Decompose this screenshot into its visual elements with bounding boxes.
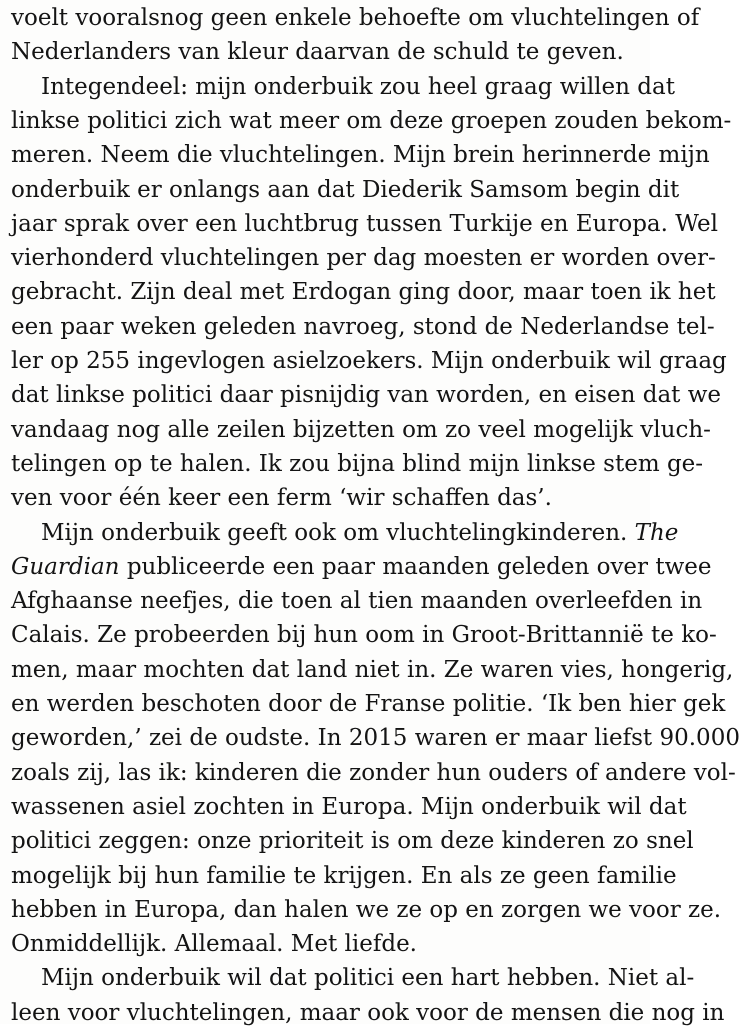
line-text: Mijn onderbuik wil dat politici een hart hebben. Niet al- <box>41 965 695 992</box>
line-text: wassenen asiel zochten in Europa. Mijn onderbuik wil dat <box>11 793 687 820</box>
line-text: Onmiddellijk. Allemaal. Met liefde. <box>11 931 417 958</box>
text-line <box>11 1 700 35</box>
text-line <box>41 70 675 104</box>
text-line <box>11 653 734 687</box>
line-text: geworden,’ zei de oudste. In 2015 waren er maar liefst 90.000 <box>11 725 740 752</box>
text-line <box>11 927 639 961</box>
text-line <box>41 516 679 550</box>
line-text: voelt vooralsnog geen enkele behoefte om vluchtelingen of <box>11 5 700 31</box>
line-text: vierhonderd vluchtelingen per dag moesten er worden over- <box>11 245 716 272</box>
line-text: dat linkse politici daar pisnijdig van worden, en eisen dat we <box>11 382 722 409</box>
line-text: Integendeel: mijn onderbuik zou heel graag willen dat <box>41 73 675 100</box>
line-text: Calais. Ze probeerden bij hun oom in Groot-Brittannië te ko- <box>11 622 717 649</box>
text-line <box>11 996 725 1030</box>
text-line <box>11 413 711 447</box>
line-text: meren. Neem die vluchtelingen. Mijn brein herinnerde mijn <box>11 142 710 169</box>
line-text: men, maar mochten dat land niet in. Ze waren vies, hongerig, <box>11 656 734 683</box>
line-text: onderbuik er onlangs aan dat Diederik Samsom begin dit <box>11 176 680 203</box>
text-line <box>11 893 722 927</box>
line-text: mogelijk bij hun familie te krijgen. En als ze geen familie <box>11 862 677 889</box>
text-line <box>11 859 677 893</box>
line-text: en werden beschoten door de Franse politie. ‘Ik ben hier gek <box>11 691 726 717</box>
text-line <box>11 173 680 207</box>
text-line <box>41 961 695 995</box>
text-line <box>11 447 704 481</box>
line-text: linkse politici zich wat meer om deze groepen zouden bekom- <box>11 107 732 134</box>
line-text: vandaag nog alle zeilen bijzetten om zo veel mogelijk vluch- <box>11 416 711 443</box>
text-line <box>11 104 732 138</box>
line-text: Nederlanders van kleur daarvan de schuld te geven. <box>11 39 624 66</box>
line-text: ven voor één keer een ferm ‘wir schaffen das’. <box>11 485 552 512</box>
line-text: leen voor vluchtelingen, maar ook voor de mensen die nog in <box>11 999 725 1026</box>
line-text: gebracht. Zijn deal met Erdogan ging door, maar toen ik het <box>11 279 716 306</box>
text-line <box>11 35 639 69</box>
italic-text: Guardian <box>11 553 120 580</box>
text-line <box>11 618 717 652</box>
text-line <box>11 550 712 584</box>
text-line <box>11 241 716 275</box>
line-text: ler op 255 ingevlogen asielzoekers. Mijn onderbuik wil graag <box>11 348 727 374</box>
text-line <box>11 687 726 721</box>
text-line <box>11 310 715 344</box>
line-text: zoals zij, las ik: kinderen die zonder hun ouders of andere vol- <box>11 759 736 786</box>
line-text: Mijn onderbuik geeft ook om vluchtelingkinderen. <box>41 519 628 546</box>
line-text: publiceerde een paar maanden geleden over twee <box>126 553 712 580</box>
text-line <box>11 275 716 309</box>
text-line <box>11 378 722 412</box>
text-line <box>11 207 718 241</box>
text-line <box>11 721 740 755</box>
text-line <box>11 756 736 790</box>
line-text: Afghaanse neefjes, die toen al tien maanden overleefden in <box>11 588 703 615</box>
text-line <box>11 824 694 858</box>
line-text: jaar sprak over een luchtbrug tussen Turkije en Europa. Wel <box>11 210 718 237</box>
italic-text: The <box>634 519 679 546</box>
text-line <box>11 584 703 618</box>
line-text: telingen op te halen. Ik zou bijna blind mijn linkse stem ge- <box>11 450 704 477</box>
text-line <box>11 481 639 515</box>
line-text: hebben in Europa, dan halen we ze op en zorgen we voor ze. <box>11 896 722 923</box>
text-line <box>11 138 710 172</box>
text-line <box>11 344 727 378</box>
line-text: een paar weken geleden navroeg, stond de Nederlandse tel- <box>11 313 715 340</box>
text-line <box>11 790 687 824</box>
line-text: politici zeggen: onze prioriteit is om deze kinderen zo snel <box>11 828 694 855</box>
